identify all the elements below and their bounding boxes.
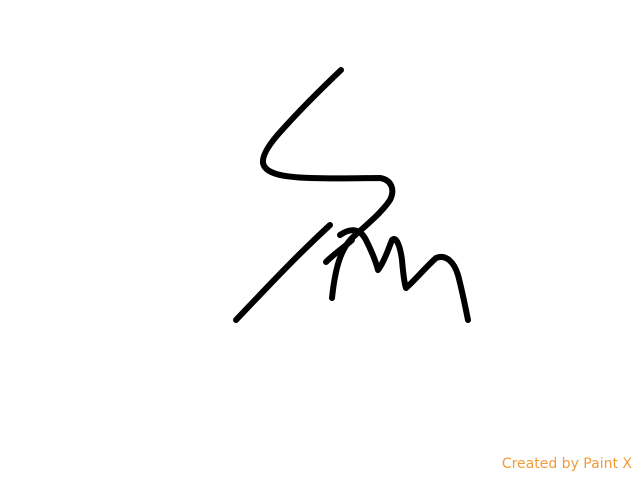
watermark-text: Created by Paint X [501, 456, 632, 472]
signature-stroke-zigzag [340, 230, 468, 320]
signature-stroke-diagonal [236, 225, 330, 320]
